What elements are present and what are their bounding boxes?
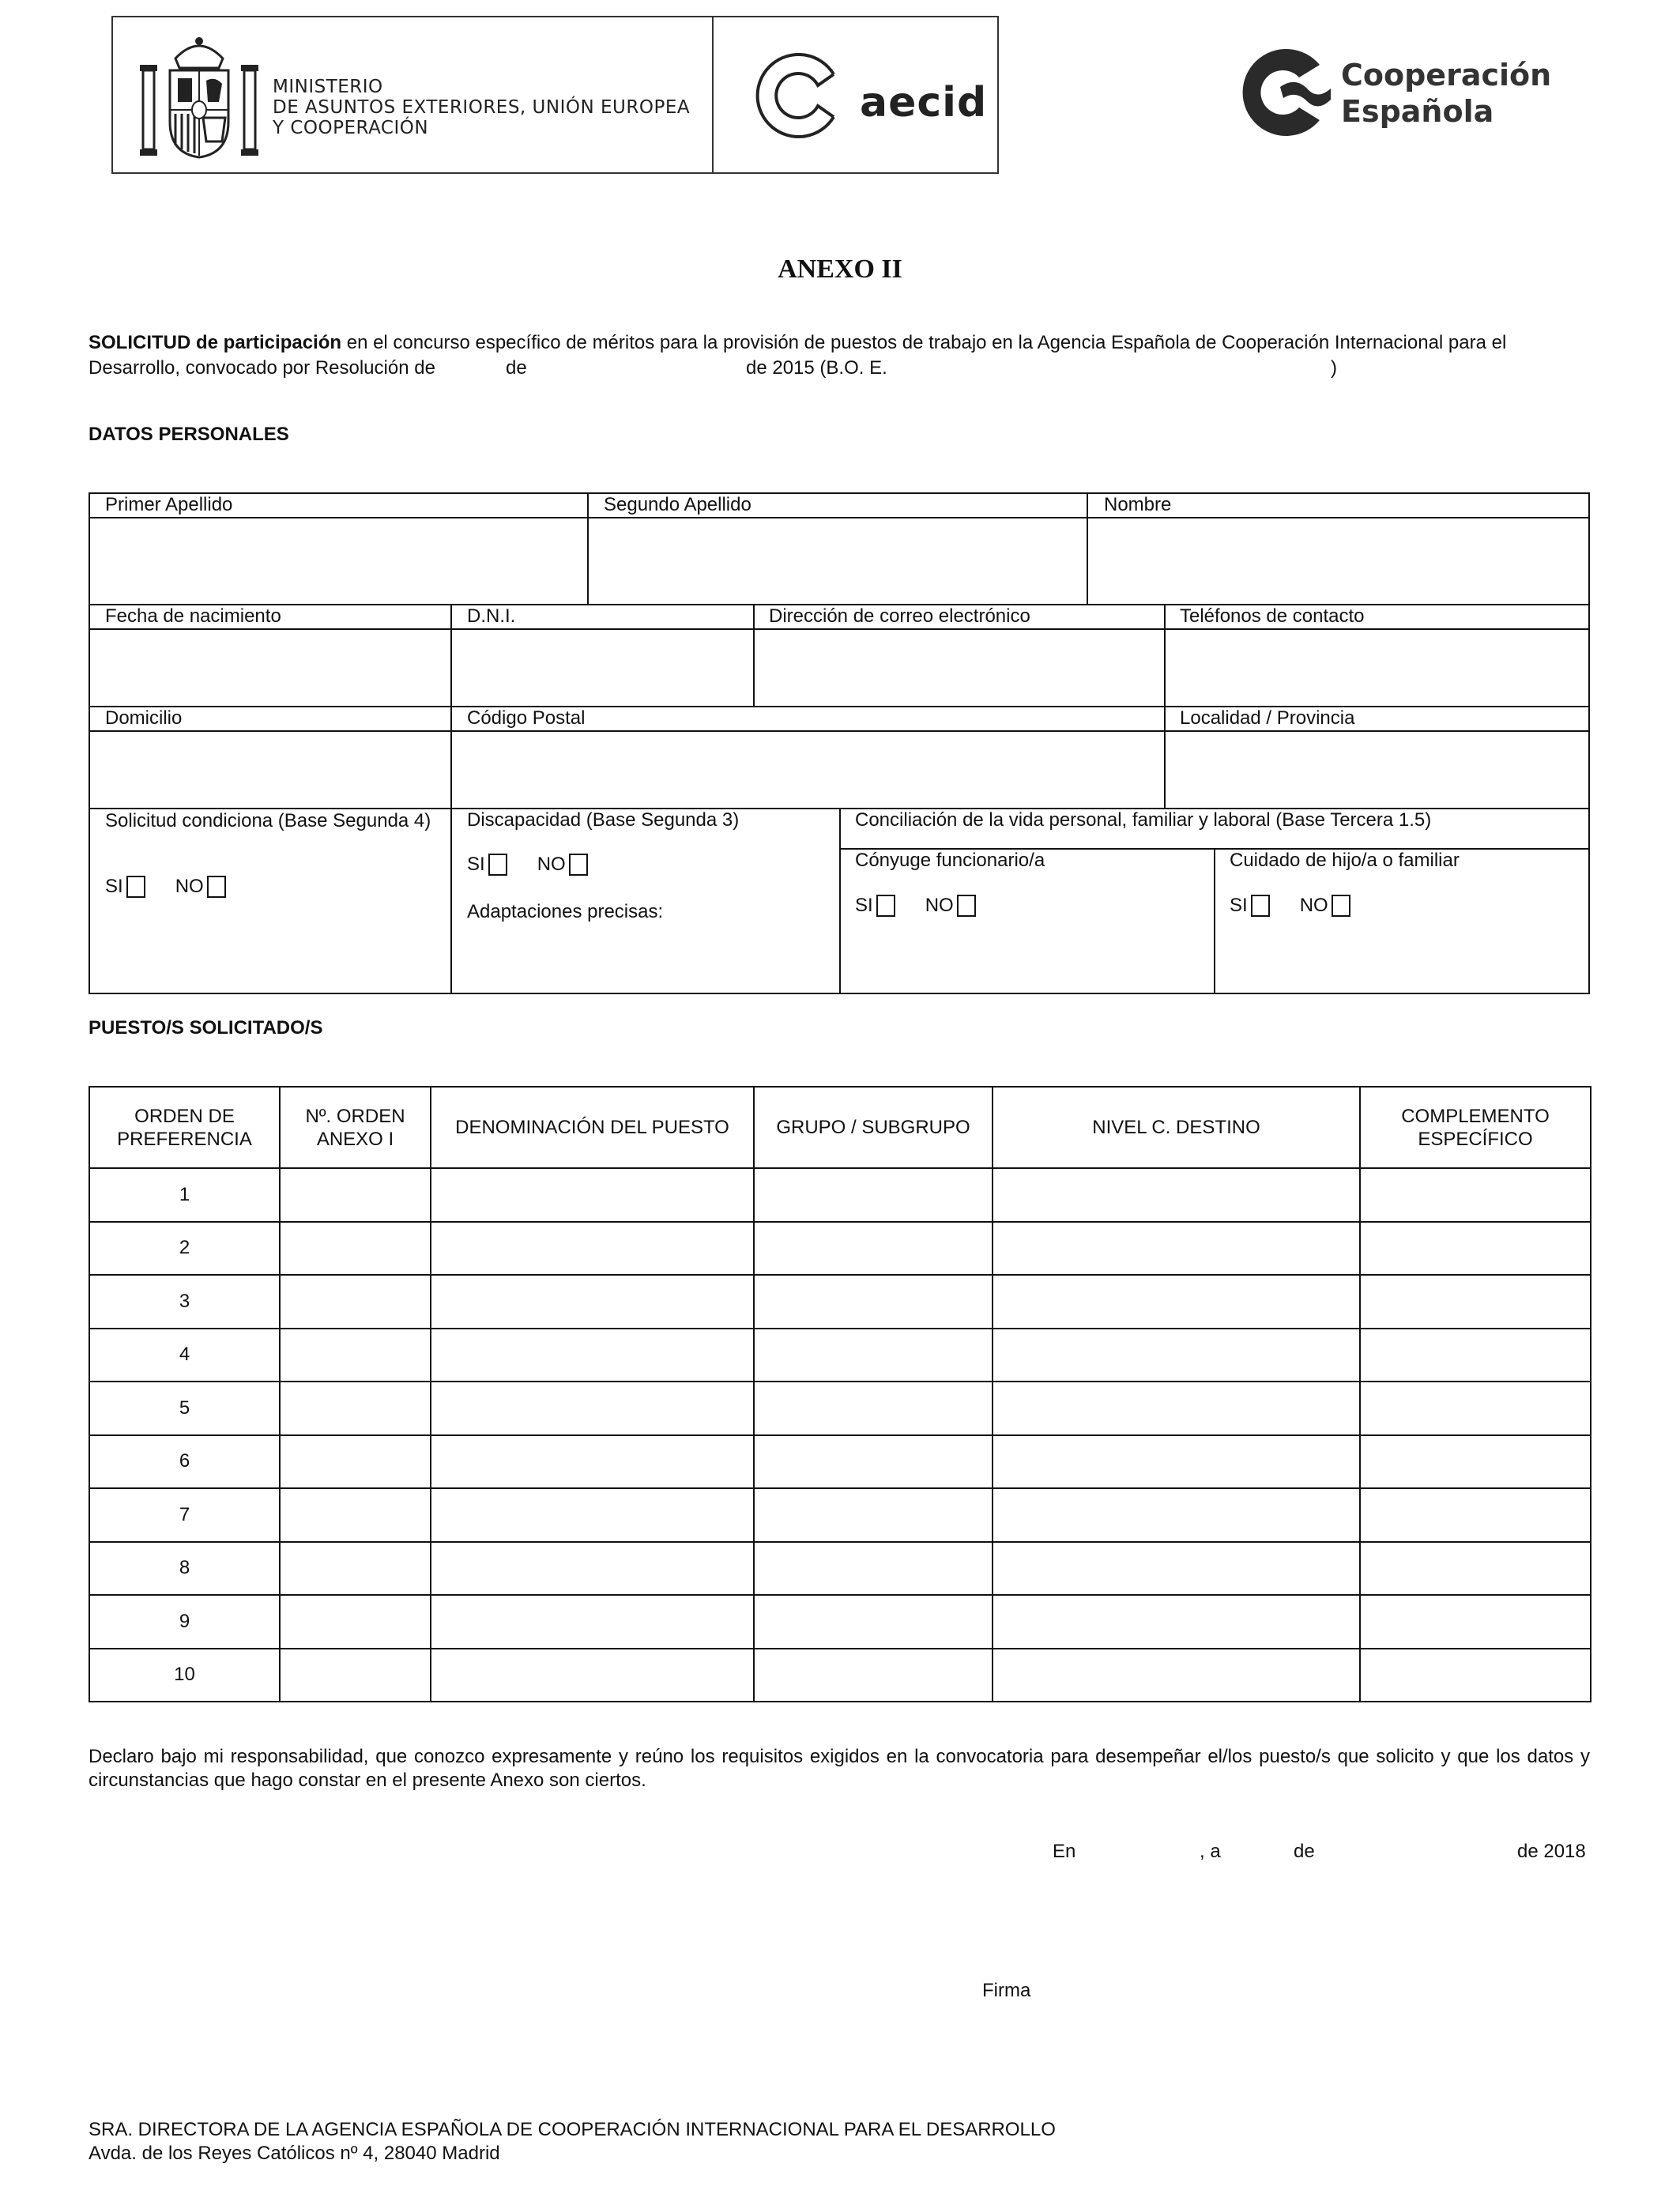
ministry-name [273, 77, 690, 138]
domicilio-label: Domicilio [105, 707, 183, 729]
table-cell-field[interactable] [1360, 1168, 1591, 1222]
footer-line: Avda. de los Reyes Católicos nº 4, 28040 Madrid [89, 2143, 500, 2164]
row-number: 3 [89, 1275, 280, 1329]
row-number: 2 [89, 1222, 280, 1276]
solicitud-no-checkbox[interactable] [207, 876, 226, 898]
header-complemento: COMPLEMENTO ESPECÍFICO [1360, 1087, 1591, 1168]
no-label: NO [1299, 895, 1328, 916]
cuidado-options [1230, 895, 1350, 917]
table-cell-field[interactable] [993, 1542, 1360, 1596]
table-row [89, 1275, 1591, 1329]
section-datos-personales: DATOS PERSONALES [89, 424, 289, 445]
coop-line: Cooperación [1341, 58, 1552, 92]
header-denominacion: DENOMINACIÓN DEL PUESTO [431, 1087, 754, 1168]
table-cell-field[interactable] [1360, 1595, 1591, 1649]
table-cell-field[interactable] [993, 1168, 1360, 1222]
table-row [89, 1649, 1591, 1702]
table-cell-field[interactable] [993, 1488, 1360, 1542]
correo-field[interactable] [753, 628, 1166, 707]
table-row [89, 1542, 1591, 1596]
table-cell-field[interactable] [1360, 1488, 1591, 1542]
table-cell-field[interactable] [280, 1542, 431, 1596]
intro-line2-b: de [506, 357, 527, 379]
discapacidad-options [467, 854, 588, 876]
intro-text: en el concurso específico de méritos para la provisión de puestos de trabajo en la Agencia Española de Cooperación Internacional para el [341, 332, 1507, 353]
adaptaciones-label: Adaptaciones precisas: [467, 901, 664, 922]
domicilio-field[interactable] [89, 730, 452, 809]
table-cell-field[interactable] [1360, 1222, 1591, 1276]
coop-line: Española [1341, 94, 1494, 129]
table-cell-field[interactable] [754, 1435, 993, 1489]
table-cell-field[interactable] [431, 1649, 754, 1702]
conyuge-no-checkbox[interactable] [957, 895, 976, 917]
solicitud-condiciona-cell [89, 808, 452, 994]
conyuge-si-checkbox[interactable] [876, 895, 895, 917]
ministry-line: DE ASUNTOS EXTERIORES, UNIÓN EUROPEA [273, 97, 691, 118]
row-number: 8 [89, 1542, 280, 1596]
table-cell-field[interactable] [280, 1275, 431, 1329]
codigo-postal-field[interactable] [450, 730, 1166, 809]
fecha-nacimiento-label: Fecha de nacimiento [105, 605, 281, 627]
table-row [89, 1329, 1591, 1382]
table-cell-field[interactable] [993, 1275, 1360, 1329]
solicitud-condiciona-label: Solicitud condiciona (Base Segunda 4) [105, 810, 431, 831]
footer-line: SRA. DIRECTORA DE LA AGENCIA ESPAÑOLA DE COOPERACIÓN INTERNACIONAL PARA EL DESARROLLO [89, 2119, 1056, 2140]
segundo-apellido-field[interactable] [587, 517, 1088, 605]
table-cell-field[interactable] [1360, 1435, 1591, 1489]
table-cell-field[interactable] [754, 1275, 993, 1329]
row-number: 4 [89, 1329, 280, 1382]
correo-label: Dirección de correo electrónico [769, 605, 1030, 627]
date-en-label: En [1053, 1841, 1076, 1862]
header-orden-preferencia: ORDEN DE PREFERENCIA [89, 1087, 280, 1168]
si-label: SI [105, 876, 123, 897]
conciliacion-label: Conciliación de la vida personal, familiar y laboral (Base Tercera 1.5) [855, 809, 1432, 831]
nombre-field[interactable] [1087, 517, 1590, 605]
table-cell-field[interactable] [754, 1595, 993, 1649]
no-label: NO [925, 895, 954, 916]
footer-address [89, 2118, 1056, 2166]
table-cell-field[interactable] [1360, 1542, 1591, 1596]
discapacidad-no-checkbox[interactable] [569, 854, 588, 876]
localidad-field[interactable] [1164, 730, 1590, 809]
ministry-block [113, 17, 714, 172]
table-cell-field[interactable] [431, 1275, 754, 1329]
date-a-label: , a [1200, 1841, 1221, 1862]
solicitud-si-checkbox[interactable] [126, 876, 145, 898]
table-cell-field[interactable] [993, 1649, 1360, 1702]
table-cell-field[interactable] [431, 1329, 754, 1382]
cooperacion-espanola-wordmark [1341, 57, 1551, 130]
page-title: ANEXO II [778, 254, 902, 284]
dni-field[interactable] [450, 628, 755, 707]
table-row [89, 1488, 1591, 1542]
solicitud-condiciona-options [105, 876, 226, 898]
date-de-label: de [1294, 1841, 1315, 1862]
table-cell-field[interactable] [431, 1168, 754, 1222]
aecid-block [714, 17, 997, 172]
segundo-apellido-label: Segundo Apellido [604, 494, 751, 515]
ministry-line: MINISTERIO [273, 77, 383, 97]
dni-label: D.N.I. [467, 605, 516, 627]
date-year-label: de 2018 [1517, 1841, 1586, 1862]
discapacidad-label: Discapacidad (Base Segunda 3) [467, 809, 740, 831]
table-cell-field[interactable] [754, 1649, 993, 1702]
conyuge-label: Cónyuge funcionario/a [855, 850, 1045, 871]
row-number: 1 [89, 1168, 280, 1222]
table-cell-field[interactable] [280, 1649, 431, 1702]
nombre-label: Nombre [1104, 494, 1172, 515]
aecid-wordmark: aecid [860, 79, 988, 126]
table-cell-field[interactable] [754, 1222, 993, 1276]
table-row [89, 1222, 1591, 1276]
table-cell-field[interactable] [754, 1168, 993, 1222]
header-grupo: GRUPO / SUBGRUPO [754, 1087, 993, 1168]
table-cell-field[interactable] [993, 1435, 1360, 1489]
si-label: SI [855, 895, 873, 916]
table-cell-field[interactable] [431, 1542, 754, 1596]
intro-line2-a: Desarrollo, convocado por Resolución de [89, 357, 435, 379]
row-number: 10 [89, 1649, 280, 1702]
table-cell-field[interactable] [280, 1435, 431, 1489]
table-cell-field[interactable] [431, 1435, 754, 1489]
table-cell-field[interactable] [754, 1488, 993, 1542]
fecha-nacimiento-field[interactable] [89, 628, 452, 707]
table-cell-field[interactable] [754, 1382, 993, 1435]
firma-label: Firma [982, 1980, 1031, 2001]
table-cell-field[interactable] [280, 1222, 431, 1276]
telefonos-label: Teléfonos de contacto [1180, 605, 1365, 627]
telefonos-field[interactable] [1164, 628, 1590, 707]
table-cell-field[interactable] [754, 1329, 993, 1382]
cuidado-no-checkbox[interactable] [1332, 895, 1350, 917]
table-cell-field[interactable] [280, 1168, 431, 1222]
codigo-postal-label: Código Postal [467, 707, 586, 729]
table-cell-field[interactable] [993, 1382, 1360, 1435]
si-label: SI [1230, 895, 1248, 916]
table-cell-field[interactable] [431, 1488, 754, 1542]
intro-paragraph [89, 330, 1590, 381]
no-label: NO [537, 854, 566, 875]
ministry-line: Y COOPERACIÓN [273, 118, 429, 138]
table-cell-field[interactable] [1360, 1275, 1591, 1329]
header-logo-box [111, 16, 999, 174]
row-number: 6 [89, 1435, 280, 1489]
discapacidad-si-checkbox[interactable] [488, 854, 507, 876]
table-cell-field[interactable] [993, 1222, 1360, 1276]
primer-apellido-label: Primer Apellido [105, 494, 233, 515]
cuidado-si-checkbox[interactable] [1251, 895, 1270, 917]
declaration-text: Declaro bajo mi responsabilidad, que conozco expresamente y reúno los requisitos exigidos en la convocatoria para desempeñar el/los puesto/s que solicito y que los datos y circunstancias que hago constar en el presente Anexo son ciertos. [89, 1746, 1590, 1791]
row-number: 9 [89, 1595, 280, 1649]
table-header-row [89, 1087, 1591, 1168]
no-label: NO [175, 876, 204, 897]
row-number: 5 [89, 1382, 280, 1435]
conyuge-options [855, 895, 976, 917]
table-cell-field[interactable] [1360, 1382, 1591, 1435]
intro-line2-d: ) [1331, 357, 1337, 379]
table-row [89, 1168, 1591, 1222]
cooperacion-espanola-logo-icon [1233, 41, 1335, 144]
table-row [89, 1435, 1591, 1489]
localidad-label: Localidad / Provincia [1180, 707, 1355, 729]
puestos-table [89, 1086, 1591, 1702]
table-cell-field[interactable] [280, 1329, 431, 1382]
aecid-c-logo-icon [745, 44, 848, 147]
si-label: SI [467, 854, 485, 875]
table-cell-field[interactable] [280, 1488, 431, 1542]
header-orden-anexo: Nº. ORDEN ANEXO I [280, 1087, 431, 1168]
header-nivel: NIVEL C. DESTINO [993, 1087, 1360, 1168]
table-cell-field[interactable] [280, 1382, 431, 1435]
table-cell-field[interactable] [431, 1222, 754, 1276]
primer-apellido-field[interactable] [89, 517, 589, 605]
table-cell-field[interactable] [1360, 1649, 1591, 1702]
table-cell-field[interactable] [431, 1595, 754, 1649]
spain-coat-of-arms-icon [140, 35, 258, 161]
table-cell-field[interactable] [431, 1382, 754, 1435]
table-cell-field[interactable] [1360, 1329, 1591, 1382]
table-cell-field[interactable] [993, 1329, 1360, 1382]
row-number: 7 [89, 1488, 280, 1542]
cuidado-label: Cuidado de hijo/a o familiar [1230, 850, 1460, 871]
intro-bold: SOLICITUD de participación [89, 332, 342, 353]
table-cell-field[interactable] [993, 1595, 1360, 1649]
table-row [89, 1595, 1591, 1649]
intro-line2-c: de 2015 (B.O. E. [746, 357, 887, 379]
table-cell-field[interactable] [754, 1542, 993, 1596]
table-row [89, 1382, 1591, 1435]
section-puestos: PUESTO/S SOLICITADO/S [89, 1017, 323, 1039]
table-cell-field[interactable] [280, 1595, 431, 1649]
